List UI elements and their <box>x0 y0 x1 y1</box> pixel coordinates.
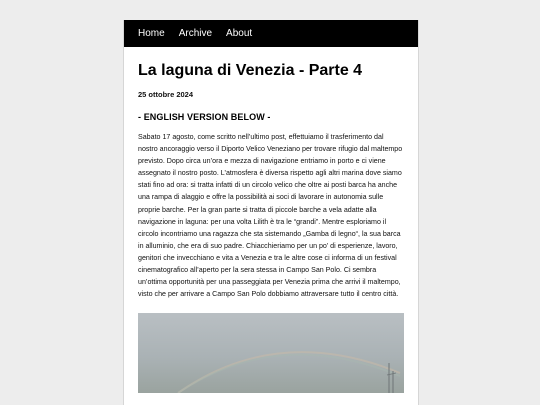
top-nav <box>124 20 418 47</box>
post-date: 25 ottobre 2024 <box>138 90 194 99</box>
post-photo <box>138 313 404 393</box>
post-content <box>124 61 418 393</box>
nav-home-link[interactable]: Home <box>138 28 165 39</box>
rainbow-sky-image <box>138 313 404 393</box>
nav-archive-link[interactable]: Archive <box>178 28 213 39</box>
english-version-note: - ENGLISH VERSION BELOW - <box>138 112 271 122</box>
nav-about-link[interactable]: About <box>226 28 253 39</box>
page-container <box>123 20 419 405</box>
post-body-paragraph: Sabato 17 agosto, come scritto nell’ultimo post, effettuiamo il trasferimento dal nostro ancoraggio verso il Diporto Velico Veneziano per trovare rifugio dal maltempo previsto. Dopo circa un’ora e mezza di navigazione entriamo in porto e ci viene assegnato il nostro posto. L’atmosfera è diversa rispetto agli altri marina dove siamo stati fino ad ora: si tratta infatti di un circolo velico che oltre ai posti barca ha anche una rampa di alaggio e offre la possibilità ai soci di lavorare in autonomia sulle proprie barche. Per la gran parte si tratta di piccole barche a vela adatte alla navigazione in laguna: per una volta Lilith è tra le “grandi”. Mentre esploriamo il circolo incontriamo una ragazza che sta sistemando „Gamba di legno“, la sua barca in alluminio, che era di suo padre. Chiacchieriamo per un po’ di esperienze, lavoro, genitori che invecchiano e vita a Venezia e tra le altre cose ci informa di un festival cinematografico all’aperto per la sera stessa in Campo San Polo. Ci sembra un’ottima opportunità per una passeggiata per Venezia prima che arrivi il maltempo, visto che per arrivare a Campo San Polo dobbiamo attraversare tutto il centro città. <box>138 133 403 299</box>
post-title: La laguna di Venezia - Parte 4 <box>138 62 363 79</box>
